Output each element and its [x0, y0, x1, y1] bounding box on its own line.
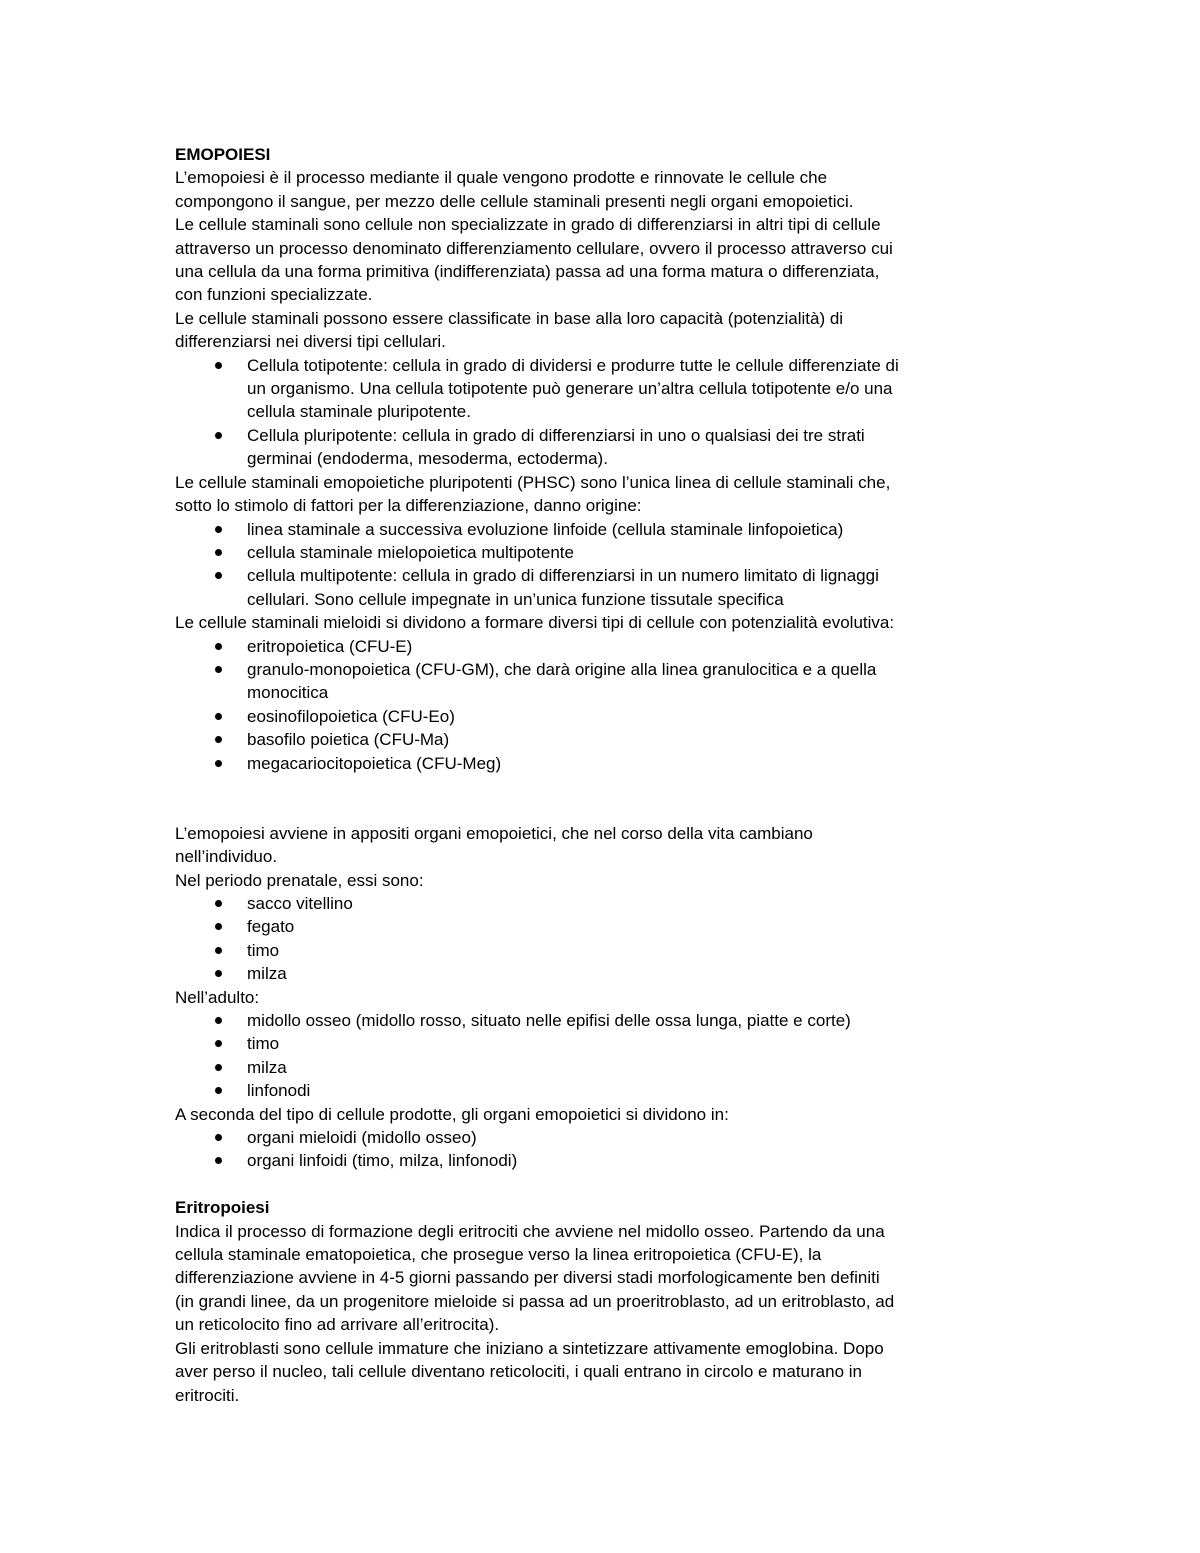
list-item-text: sacco vitellino: [247, 893, 353, 913]
list-item-text: cellula multipotente: cellula in grado di differenziarsi in un numero limitato di lignaggi: [247, 566, 879, 586]
bullet-icon: [215, 923, 222, 930]
list-item-text: granulo-monopoietica (CFU-GM), che darà origine alla linea granulocitica e a quella: [247, 659, 877, 679]
list-item-text: milza: [247, 964, 287, 984]
bullet-icon: [215, 1017, 222, 1024]
list-item-text: linea staminale a successiva evoluzione linfoide (cellula staminale linfopoietica): [247, 519, 844, 539]
text-line: cellula staminale ematopoietica, che prosegue verso la linea eritropoietica (CFU-E), la: [175, 1245, 822, 1265]
list-item: [175, 728, 1035, 751]
bullet-icon: [215, 1040, 222, 1047]
text-line: L’emopoiesi è il processo mediante il quale vengono prodotte e rinnovate le cellule che: [175, 168, 828, 188]
list-item-text: linfonodi: [247, 1081, 311, 1101]
myeloid-paragraph: Le cellule staminali mieloidi si dividono a formare diversi tipi di cellule con potenzialità evolutiva:: [175, 613, 895, 633]
bullet-icon: [215, 643, 222, 650]
organs-paragraph: [175, 822, 1035, 892]
section-title-eritropoiesi: Eritropoiesi: [175, 1198, 270, 1218]
list-item-text: fegato: [247, 917, 295, 937]
text-line: Nel periodo prenatale, essi sono:: [175, 870, 424, 890]
bullet-icon: [215, 572, 222, 579]
page-title: EMOPOIESI: [175, 145, 271, 164]
list-item: [175, 354, 1035, 424]
text-line: con funzioni specializzate.: [175, 285, 373, 305]
list-item: [175, 892, 1035, 915]
list-item: [175, 1126, 1035, 1149]
list-item: [175, 1056, 1035, 1079]
list-item-text: organi mieloidi (midollo osseo): [247, 1128, 477, 1148]
list-item: [175, 705, 1035, 728]
bullet-icon: [215, 736, 222, 743]
list-item-text: un organismo. Una cellula totipotente può generare un’altra cellula totipotente e/o una: [247, 379, 893, 399]
list-item-text: eosinofilopoietica (CFU-Eo): [247, 706, 455, 726]
text-line: Le cellule staminali possono essere classificate in base alla loro capacità (potenzialità) di: [175, 308, 844, 328]
bullet-icon: [215, 362, 222, 369]
bullet-icon: [215, 900, 222, 907]
bullet-icon: [215, 713, 222, 720]
text-line: Le cellule staminali sono cellule non specializzate in grado di differenziarsi in altri tipi di cellule: [175, 215, 881, 235]
text-line: Le cellule staminali emopoietiche pluripotenti (PHSC) sono l’unica linea di cellule staminali che,: [175, 472, 891, 492]
bullet-icon: [215, 526, 222, 533]
text-line: attraverso un processo denominato differenziamento cellulare, ovvero il processo attraverso cui: [175, 238, 893, 258]
list-item: [175, 1032, 1035, 1055]
list-item: [175, 962, 1035, 985]
myeloid-list: [175, 635, 1035, 775]
bullet-icon: [215, 1134, 222, 1141]
list-item-text: timo: [247, 940, 280, 960]
text-line: differenziazione avviene in 4-5 giorni passando per diversi stadi morfologicamente ben definiti: [175, 1268, 880, 1288]
text-line: una cellula da una forma primitiva (indifferenziata) passa ad una forma matura o differenziata,: [175, 262, 880, 282]
text-line: eritrociti.: [175, 1385, 240, 1405]
bullet-icon: [215, 1064, 222, 1071]
list-item: [175, 1149, 1035, 1172]
bullet-icon: [215, 1157, 222, 1164]
list-item-text: milza: [247, 1057, 287, 1077]
eritropoiesi-paragraph: [175, 1220, 1035, 1407]
list-item: [175, 1009, 1035, 1032]
bullet-icon: [215, 549, 222, 556]
list-item-text: cellula staminale mielopoietica multipotente: [247, 542, 574, 562]
text-line: nell’individuo.: [175, 847, 278, 867]
list-item: [175, 564, 1035, 611]
bullet-icon: [215, 1087, 222, 1094]
text-line: differenziarsi nei diversi tipi cellulari.: [175, 332, 446, 352]
list-item: [175, 518, 1035, 541]
document-page: [175, 143, 1035, 1407]
list-item: [175, 635, 1035, 658]
prenatal-list: [175, 892, 1035, 986]
bullet-icon: [215, 760, 222, 767]
intro-paragraph: [175, 166, 1035, 353]
bullet-icon: [215, 666, 222, 673]
division-list: [175, 1126, 1035, 1173]
list-item-text: monocitica: [247, 683, 329, 703]
list-item: [175, 915, 1035, 938]
text-line: un reticolocito fino ad arrivare all’eritrocita).: [175, 1315, 500, 1335]
text-line: (in grandi linee, da un progenitore mieloide si passa ad un proeritroblasto, ad un eritroblasto, ad: [175, 1291, 895, 1311]
list-item-text: timo: [247, 1034, 280, 1054]
list-item: [175, 939, 1035, 962]
potency-list: [175, 354, 1035, 471]
bullet-icon: [215, 947, 222, 954]
adult-label: Nell’adulto:: [175, 987, 260, 1007]
text-line: compongono il sangue, per mezzo delle cellule staminali presenti negli organi emopoietici.: [175, 191, 854, 211]
list-item: [175, 658, 1035, 705]
spacer: [175, 1173, 1035, 1196]
list-item-text: cellulari. Sono cellule impegnate in un’unica funzione tissutale specifica: [247, 589, 784, 609]
list-item-text: midollo osseo (midollo rosso, situato nelle epifisi delle ossa lunga, piatte e corte): [247, 1011, 851, 1031]
list-item-text: basofilo poietica (CFU-Ma): [247, 730, 450, 750]
list-item: [175, 752, 1035, 775]
phsc-paragraph: [175, 471, 1035, 518]
bullet-icon: [215, 432, 222, 439]
list-item: [175, 1079, 1035, 1102]
text-line: sotto lo stimolo di fattori per la differenziazione, danno origine:: [175, 496, 642, 516]
spacer: [175, 775, 1035, 822]
list-item-text: organi linfoidi (timo, milza, linfonodi): [247, 1151, 518, 1171]
phsc-list: [175, 518, 1035, 612]
bullet-icon: [215, 970, 222, 977]
list-item-text: eritropoietica (CFU-E): [247, 636, 413, 656]
list-item-text: Cellula totipotente: cellula in grado di dividersi e produrre tutte le cellule differenziate di: [247, 355, 899, 375]
text-line: Gli eritroblasti sono cellule immature che iniziano a sintetizzare attivamente emoglobina. Dopo: [175, 1338, 884, 1358]
text-line: aver perso il nucleo, tali cellule diventano reticolociti, i quali entrano in circolo e maturano in: [175, 1362, 862, 1382]
list-item: [175, 424, 1035, 471]
list-item-text: cellula staminale pluripotente.: [247, 402, 471, 422]
list-item-text: megacariocitopoietica (CFU-Meg): [247, 753, 502, 773]
list-item-text: germinai (endoderma, mesoderma, ectoderma).: [247, 449, 608, 469]
list-item: [175, 541, 1035, 564]
text-line: L’emopoiesi avviene in appositi organi emopoietici, che nel corso della vita cambiano: [175, 823, 813, 843]
adult-list: [175, 1009, 1035, 1103]
division-paragraph: A seconda del tipo di cellule prodotte, gli organi emopoietici si dividono in:: [175, 1104, 729, 1124]
text-line: Indica il processo di formazione degli eritrociti che avviene nel midollo osseo. Partendo da una: [175, 1221, 885, 1241]
list-item-text: Cellula pluripotente: cellula in grado di differenziarsi in uno o qualsiasi dei tre strati: [247, 425, 865, 445]
